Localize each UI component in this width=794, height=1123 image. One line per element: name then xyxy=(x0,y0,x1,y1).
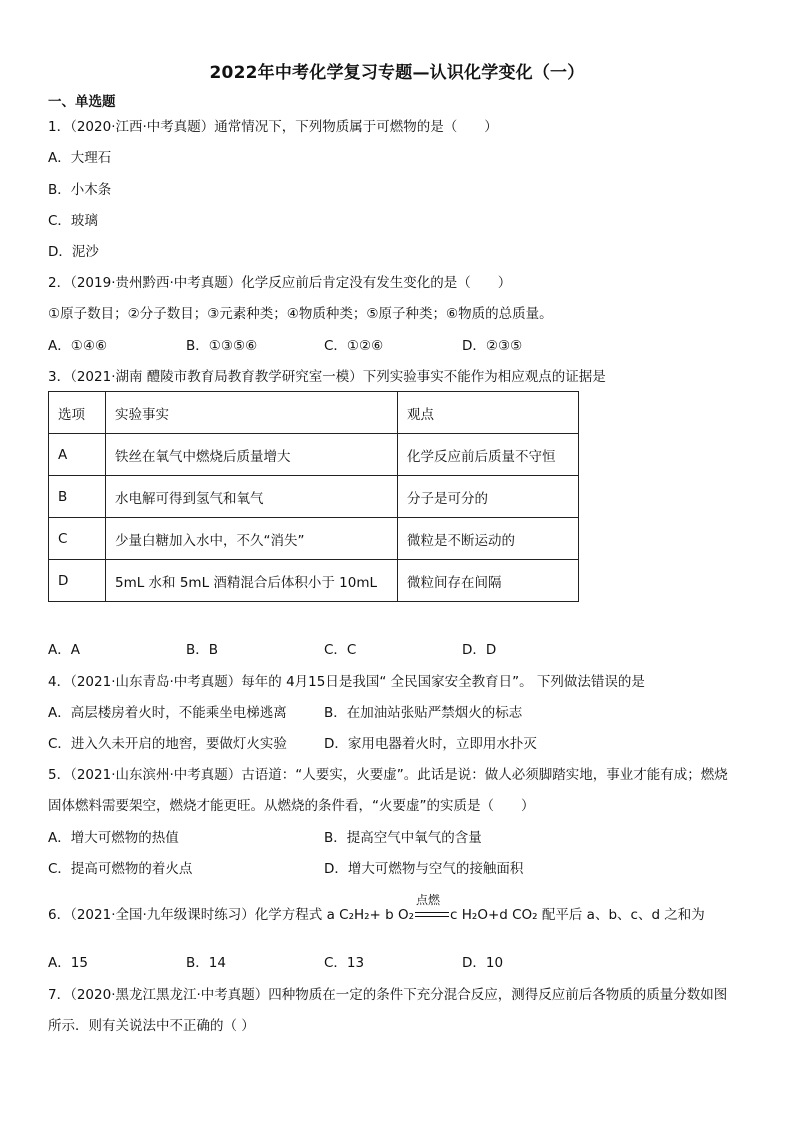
q1-option-a[interactable]: A．大理石 xyxy=(48,150,112,166)
q3-option-b[interactable]: B．B xyxy=(186,642,219,658)
document-title: 2022年中考化学复习专题—认识化学变化（一） xyxy=(209,63,585,83)
q5-stem-line1: 5．（2021·山东滨州·中考真题）古语道：“人要实，火要虚”。此话是说：做人必须脚踏实地，事业才能有成；燃烧 xyxy=(48,767,728,783)
q4-option-d[interactable]: D．家用电器着火时，立即用水扑灭 xyxy=(324,736,537,752)
q5-option-c[interactable]: C．提高可燃物的着火点 xyxy=(48,861,193,877)
q4-option-b[interactable]: B．在加油站张贴严禁烟火的标志 xyxy=(324,705,523,721)
table-header-row xyxy=(49,392,579,434)
q2-option-b[interactable]: B．①③⑤⑥ xyxy=(186,338,258,354)
q6-option-b[interactable]: B．14 xyxy=(186,955,226,971)
table-cell: A xyxy=(49,434,106,476)
table-cell: B xyxy=(49,476,106,518)
q6-stem-suffix: 配平后 a、b、c、d 之和为 xyxy=(541,907,705,923)
table-cell: D xyxy=(49,560,106,602)
q1-option-d[interactable]: D．泥沙 xyxy=(48,244,99,260)
q3-stem: 3．（2021·湖南 醴陵市教育局教育教学研究室一模）下列实验事实不能作为相应观点的证据是 xyxy=(48,369,606,385)
table-cell: 微粒是不断运动的 xyxy=(398,518,579,560)
table-cell: 化学反应前后质量不守恒 xyxy=(398,434,579,476)
q3-option-a[interactable]: A．A xyxy=(48,642,80,658)
table-header-cell: 观点 xyxy=(398,392,579,434)
table-header-cell: 实验事实 xyxy=(106,392,398,434)
reaction-arrow xyxy=(415,893,449,922)
q6-equation-right: c H₂O+d CO₂ xyxy=(450,907,538,923)
q4-option-a[interactable]: A．高层楼房着火时，不能乘坐电梯逃离 xyxy=(48,705,287,721)
table-cell: 少量白糖加入水中，不久“消失” xyxy=(106,518,398,560)
table-row xyxy=(49,560,579,602)
q1-option-c[interactable]: C．玻璃 xyxy=(48,213,98,229)
q2-items: ①原子数目；②分子数目；③元素种类；④物质种类；⑤原子种类；⑥物质的总质量。 xyxy=(48,306,553,322)
q3-option-d[interactable]: D．D xyxy=(462,642,497,658)
q6-option-d[interactable]: D．10 xyxy=(462,955,504,971)
q5-option-b[interactable]: B．提高空气中氧气的含量 xyxy=(324,830,482,846)
table-row xyxy=(49,518,579,560)
q6-stem-prefix: 6．（2021·全国·九年级课时练习）化学方程式 xyxy=(48,907,323,923)
q4-stem: 4．（2021·山东青岛·中考真题）每年的 4月15日是我国“ 全民国家安全教育日”。 下列做法错误的是 xyxy=(48,674,645,690)
q6-option-c[interactable]: C．13 xyxy=(324,955,365,971)
q2-option-a[interactable]: A．①④⑥ xyxy=(48,338,108,354)
q7-stem-line2: 所示．则有关说法中不正确的（ ） xyxy=(48,1018,255,1034)
q7-stem-line1: 7．（2020·黑龙江黑龙江·中考真题）四种物质在一定的条件下充分混合反应，测得反应前后各物质的质量分数如图 xyxy=(48,987,728,1003)
q2-option-d[interactable]: D．②③⑤ xyxy=(462,338,523,354)
table-cell: 分子是可分的 xyxy=(398,476,579,518)
q5-option-d[interactable]: D．增大可燃物与空气的接触面积 xyxy=(324,861,524,877)
table-cell: C xyxy=(49,518,106,560)
q2-stem: 2．（2019·贵州黔西·中考真题）化学反应前后肯定没有发生变化的是（ ） xyxy=(48,275,512,291)
q5-option-a[interactable]: A．增大可燃物的热值 xyxy=(48,830,179,846)
reaction-condition: 点燃 xyxy=(416,893,441,907)
q6-stem xyxy=(48,893,705,925)
q3-option-c[interactable]: C．C xyxy=(324,642,357,658)
table-row xyxy=(49,476,579,518)
section-heading: 一、单选题 xyxy=(48,94,116,110)
q6-equation-left: a C₂H₂+ b O₂ xyxy=(326,907,415,923)
q1-stem: 1．（2020·江西·中考真题）通常情况下，下列物质属于可燃物的是（ ） xyxy=(48,119,498,135)
table-cell: 水电解可得到氢气和氧气 xyxy=(106,476,398,518)
table-row xyxy=(49,434,579,476)
table-cell: 5mL 水和 5mL 酒精混合后体积小于 10mL xyxy=(106,560,398,602)
q1-option-b[interactable]: B．小木条 xyxy=(48,182,112,198)
q5-stem-line2: 固体燃料需要架空，燃烧才能更旺。从燃烧的条件看，“火要虚”的实质是（ ） xyxy=(48,798,535,814)
q2-option-c[interactable]: C．①②⑥ xyxy=(324,338,384,354)
q6-option-a[interactable]: A．15 xyxy=(48,955,88,971)
table-header-cell: 选项 xyxy=(49,392,106,434)
table-cell: 铁丝在氧气中燃烧后质量增大 xyxy=(106,434,398,476)
q3-table xyxy=(48,391,579,602)
table-cell: 微粒间存在间隔 xyxy=(398,560,579,602)
q4-option-c[interactable]: C．进入久未开启的地窖，要做灯火实验 xyxy=(48,736,287,752)
